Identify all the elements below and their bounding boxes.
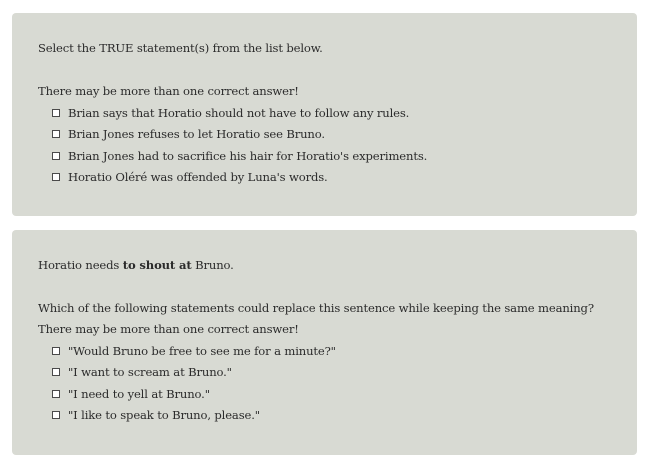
option-label: Horatio Oléré was offended by Luna's words. [68,170,328,185]
answer-option[interactable] [52,362,336,384]
question-prompt: Which of the following statements could replace this sentence while keeping the same meaning? There may be more than one correct answer! [38,301,594,336]
question-card-2 [12,230,637,455]
option-label: Brian Jones refuses to let Horatio see Bruno. [68,127,325,142]
question-instruction: Select the TRUE statement(s) from the list below. [38,41,323,55]
answer-option[interactable] [52,340,336,362]
sentence-suffix: Bruno. [191,258,234,272]
checkbox[interactable] [52,368,60,376]
question-card-1 [12,13,637,216]
checkbox[interactable] [52,130,60,138]
checkbox[interactable] [52,152,60,160]
answer-option[interactable] [52,383,336,405]
checkbox[interactable] [52,347,60,355]
answer-option[interactable] [52,124,427,146]
option-label: Brian says that Horatio should not have to follow any rules. [68,105,410,120]
sentence-prefix: Horatio needs [38,258,123,272]
answer-option[interactable] [52,145,427,167]
option-label: "I need to yell at Bruno." [68,386,210,401]
answer-options-list [52,102,427,188]
question-sentence [38,255,619,276]
checkbox[interactable] [52,109,60,117]
checkbox[interactable] [52,411,60,419]
answer-option[interactable] [52,167,427,189]
option-label: "I like to speak to Bruno, please." [68,408,260,423]
option-label: "I want to scream at Bruno." [68,365,232,380]
answer-option[interactable] [52,102,427,124]
option-label: "Would Bruno be free to see me for a minute?" [68,343,336,358]
checkbox[interactable] [52,390,60,398]
sentence-highlight: to shout at [122,258,192,272]
answer-option[interactable] [52,405,336,427]
answer-options-list [52,340,336,426]
question-note: There may be more than one correct answer! [38,84,299,98]
option-label: Brian Jones had to sacrifice his hair for Horatio's experiments. [68,148,428,163]
checkbox[interactable] [52,173,60,181]
